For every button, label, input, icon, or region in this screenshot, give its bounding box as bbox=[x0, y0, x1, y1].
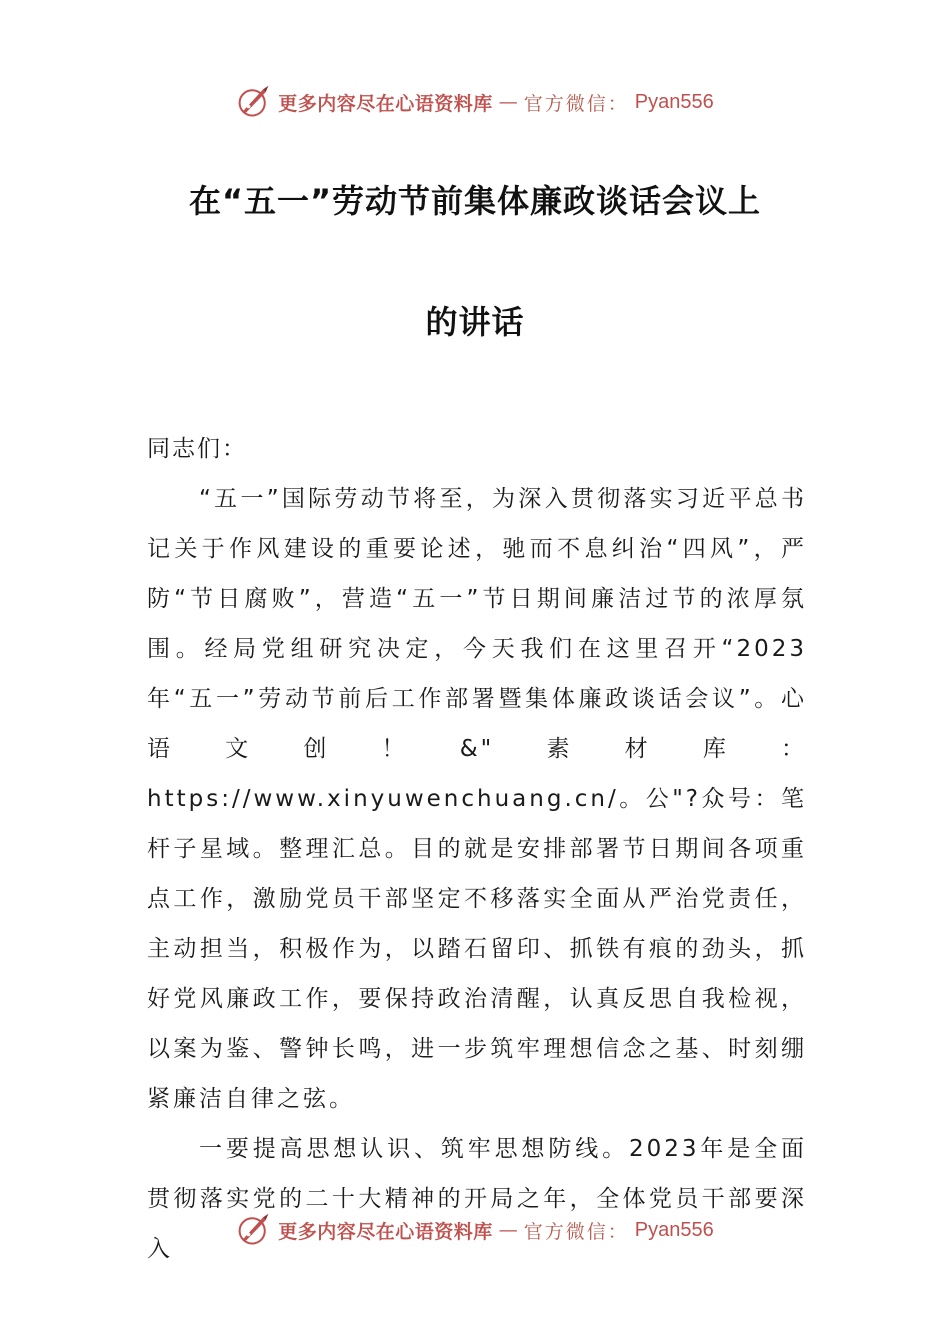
watermark-separator: — bbox=[498, 91, 518, 113]
paragraph-1: “五一”国际劳动节将至，为深入贯彻落实习近平总书记关于作风建设的重要论述，驰而不息纠治“四风”，严防“节日腐败”，营造“五一”节日期间廉洁过节的浓厚氛围。经局党组研究决定，今天我们在这里召开“2023年“五一”劳动节前后工作部署暨集体廉政谈话会议”。心语文创！&"素材库：https://www.xinyuwenchuang.cn/。公"?众号：笔杆子星域。整理汇总。目的就是安排部署节日期间各项重点工作，激励党员干部坚定不移落实全面从严治党责任，主动担当，积极作为，以踏石留印、抓铁有痕的劲头，抓好党风廉政工作，要保持政治清醒，认真反思自我检视，以案为鉴、警钟长鸣，进一步筑牢理想信念之基、时刻绷紧廉洁自律之弦。 bbox=[147, 486, 807, 1112]
watermark-label: 官方微信： bbox=[523, 1220, 629, 1243]
quill-pen-circle-icon bbox=[236, 1212, 272, 1248]
document-title-line-1: 在“五一”劳动节前集体廉政谈话会议上 bbox=[188, 182, 762, 220]
watermark-wechat-id: Pyan556 bbox=[634, 1218, 714, 1241]
document-title-line-2: 的讲话 bbox=[425, 303, 525, 341]
watermark-label: 官方微信： bbox=[523, 92, 629, 115]
footer-watermark bbox=[0, 1210, 950, 1250]
quill-pen-circle-icon bbox=[236, 84, 272, 120]
paragraph-2: 一要提高思想认识、筑牢思想防线。2023年是全面贯彻落实党的二十大精神的开局之年，全体党员干部要深入 bbox=[147, 1136, 807, 1262]
watermark-brand-text: 更多内容尽在心语资料库 bbox=[278, 92, 493, 115]
document-body bbox=[147, 424, 807, 1274]
watermark-separator: — bbox=[498, 1219, 518, 1241]
watermark-brand-text: 更多内容尽在心语资料库 bbox=[278, 1220, 493, 1243]
header-watermark bbox=[0, 82, 950, 122]
salutation: 同志们： bbox=[147, 436, 247, 462]
watermark-wechat-id: Pyan556 bbox=[634, 90, 714, 113]
